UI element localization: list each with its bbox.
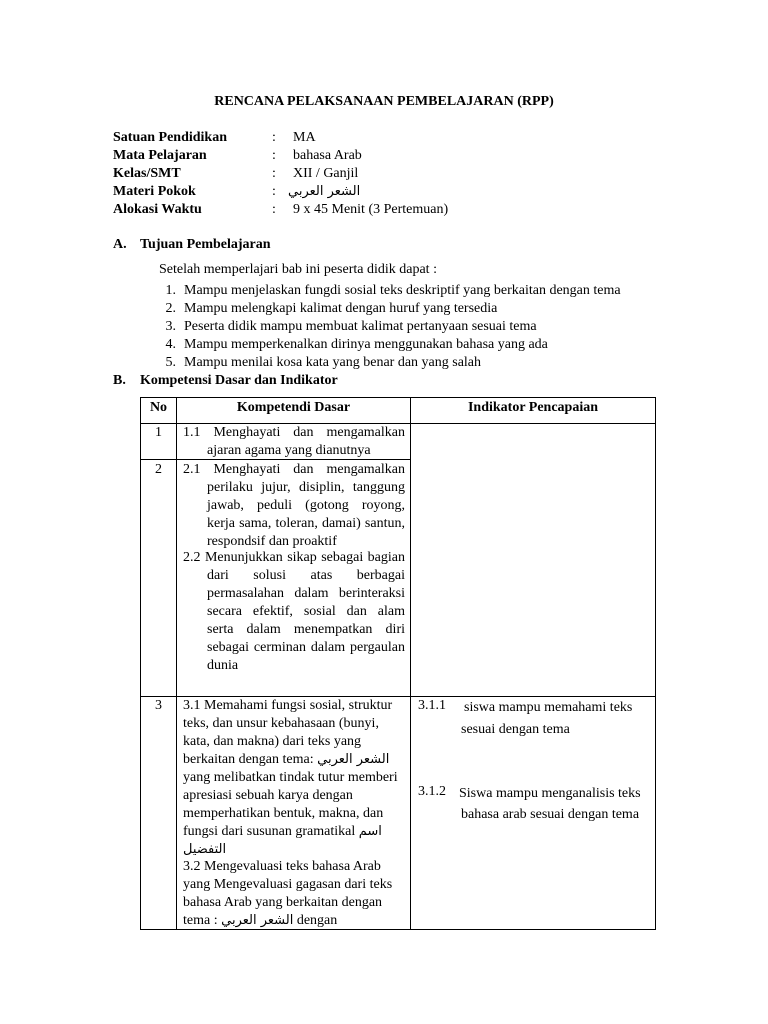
objective-number: 3.	[165, 319, 176, 334]
kd-3-2-arabic-syiir: الشعر العربي	[221, 913, 294, 928]
objective-text: Mampu menilai kosa kata yang benar dan yang salah	[184, 355, 482, 370]
table-row-number: 3	[155, 698, 162, 713]
info-label-mapel: Mata Pelajaran	[113, 148, 207, 163]
table-header-no: No	[149, 400, 168, 415]
objective-text: Mampu melengkapi kalimat dengan huruf yang tersedia	[184, 301, 498, 316]
kd-3-1-arabic-syiir: الشعر العربي	[317, 752, 390, 767]
info-value-alokasi: 9 x 45 Menit (3 Pertemuan)	[293, 202, 449, 217]
info-colon: :	[272, 130, 276, 145]
kd-item-2-2: 2.2 Menunjukkan sikap sebagai bagian dari solusi atas berbagai permasalahan dalam berinteraksi secara efektif, sosial dan alam serta dalam menempatkan diri sebagai cerminan dalam pergaulan dunia	[183, 550, 405, 673]
info-value-satuan: MA	[293, 130, 316, 145]
section-b-title: Kompetensi Dasar dan Indikator	[140, 373, 338, 388]
section-b-letter: B.	[113, 373, 126, 388]
objective-number: 1.	[165, 283, 176, 298]
objective-number: 4.	[165, 337, 176, 352]
table-row-number: 2	[155, 462, 162, 477]
info-colon: :	[272, 148, 276, 163]
kd-3-2-text: 3.2 Mengevaluasi teks bahasa Arab yang Mengevaluasi gagasan dari teks bahasa Arab yang berkaitan dengan tema :	[183, 859, 393, 928]
objective-number: 2.	[165, 301, 176, 316]
info-colon: :	[272, 166, 276, 181]
objective-number: 5.	[165, 355, 176, 370]
indicator-text: Siswa mampu menganalisis teks bahasa arab sesuai dengan tema	[459, 786, 641, 822]
objective-text: Mampu menjelaskan fungdi sosial teks deskriptif yang berkaitan dengan tema	[184, 283, 621, 298]
info-colon: :	[272, 184, 276, 199]
kd-item-3-2	[183, 858, 407, 928]
section-a-title: Tujuan Pembelajaran	[140, 237, 271, 252]
section-a-letter: A.	[113, 237, 127, 252]
info-value-materi: الشعر العربي	[288, 184, 361, 199]
kd-item-2-1: 2.1 Menghayati dan mengamalkan perilaku jujur, disiplin, tanggung jawab, peduli (gotong royong, kerja sama, toleran, damai) santun, respondsif dan proaktif	[183, 462, 405, 549]
info-label-materi: Materi Pokok	[113, 184, 196, 199]
kd-3-1-text-a: 3.1 Memahami fungsi sosial, struktur teks, dan unsur kebahasaan (bunyi, kata, dan makna) dari teks yang berkaitan dengan tema:	[183, 698, 393, 767]
kd-3-2-text-end: dengan	[296, 913, 338, 928]
info-label-alokasi: Alokasi Waktu	[113, 202, 202, 217]
indicator-number: 3.1.1	[418, 698, 446, 713]
table-row-number: 1	[155, 425, 162, 440]
info-label-satuan: Satuan Pendidikan	[113, 130, 227, 145]
kd-3-1-text-b: yang melibatkan tindak tutur memberi apresiasi sebuah karya dengan memperhatikan bentuk, makna, dan fungsi dari susunan gramatikal	[183, 770, 398, 839]
section-a-intro: Setelah memperlajari bab ini peserta didik dapat :	[159, 262, 437, 277]
kd-item-1-1: 1.1 Menghayati dan mengamalkan ajaran agama yang dianutnya	[183, 425, 405, 458]
info-colon: :	[272, 202, 276, 217]
info-value-mapel: bahasa Arab	[293, 148, 362, 163]
indicator-number: 3.1.2	[418, 784, 446, 799]
indicator-text: siswa mampu memahami teks sesuai dengan tema	[461, 700, 633, 737]
objective-text: Mampu memperkenalkan dirinya menggunakan bahasa yang ada	[184, 337, 548, 352]
table-header-indikator: Indikator Pencapaian	[467, 400, 599, 415]
kd-3-1-arabic-tafdhil: اسم التفضيل	[183, 824, 382, 857]
info-label-kelas: Kelas/SMT	[113, 166, 181, 181]
document-title: RENCANA PELAKSANAAN PEMBELAJARAN (RPP)	[214, 94, 554, 109]
objective-text: Peserta didik mampu membuat kalimat pertanyaan sesuai tema	[184, 319, 537, 334]
kd-item-3-1	[183, 697, 407, 859]
info-value-kelas: XII / Ganjil	[293, 166, 359, 181]
table-header-kd: Kompetendi Dasar	[236, 400, 351, 415]
